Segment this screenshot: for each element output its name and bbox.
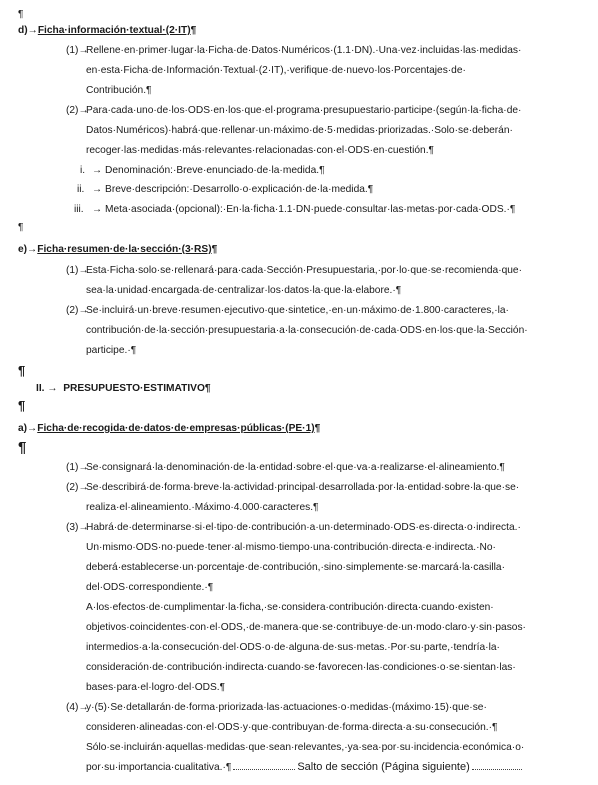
section-d-marker: d)→ [18,25,38,36]
section-break-dots-left [233,761,295,770]
section-e-heading: Ficha·resumen·de·la·sección·(3·RS) [37,244,212,255]
subitem-iii-num: iii. [74,204,84,215]
section-e-item-2-num: (2)→ [66,305,89,316]
section-break-dots-right [472,761,522,770]
section-a-item-3-line-6: objetivos·coincidentes·con·el·ODS,·de·manera·que·se·contribuye·de·un·modo·claro·y·sin·pasos· [86,622,526,633]
section-d-heading-line [18,24,196,37]
section-a-item-3-line-7: intermedios·a·la·consecución·del·ODS·o·de·alguna·de·sus·metas.·Por·su·parte,·tendría·la· [86,642,500,653]
section-a-item-3-line-2: Un·mismo·ODS·no·puede·tener·al·mismo·tiempo·una·contribución·directa·e·indirecta.·No· [86,542,496,553]
section-a-item-4-line-4: por·su·importancia·cualitativa.·¶ [86,762,232,773]
section-d-item-2-line-2: Datos·Numéricos)·habrá·que·rellenar·un·máximo·de·5·medidas·priorizadas.·Solo·se·deberán· [86,125,513,136]
section-ii-heading: PRESUPUESTO·ESTIMATIVO [63,383,205,394]
subitem-i-num: i. [80,165,86,176]
section-d-item-2-line-3: recoger·las·medidas·más·relevantes·relacionadas·con·el·ODS·en·cuestión.¶ [86,145,435,156]
section-d-item-2-num: (2)→ [66,105,89,116]
subitem-ii-text: → Breve·descripción:·Desarrollo·o·explicación·de·la·medida.¶ [92,184,374,195]
section-e-item-2-line-3: participe.·¶ [86,345,137,356]
section-break-line [86,761,522,774]
section-d-heading: Ficha·información·textual·(2·IT) [37,25,191,36]
section-ii-trailing-pilcrow: ¶ [18,398,26,413]
subitem-i-text: → Denominación:·Breve·enunciado·de·la·medida.¶ [92,165,325,176]
section-d-item-1-line-1: Rellene·en·primer·lugar·la·Ficha·de·Datos·Numéricos·(1.1·DN).·Una·vez·incluidas·las·medidas· [86,45,522,56]
section-a-item-3-line-5: A·los·efectos·de·cumplimentar·la·ficha,·se·considera·contribución·directa·cuando·existen· [86,602,494,613]
section-e-marker: e)→ [18,244,38,255]
section-d-pilcrow: ¶ [190,25,197,36]
section-d-item-1-line-2: en·esta·Ficha·de·Información·Textual·(2·IT),·verifique·de·nuevo·los·Porcentajes·de· [86,65,466,76]
section-a-item-3-num: (3)→ [66,522,89,533]
section-a-pilcrow: ¶ [314,423,321,434]
section-a-heading-line [18,422,320,435]
section-a-heading: Ficha·de·recogida·de·datos·de·empresas·públicas·(PE·1) [37,423,315,434]
section-e-item-1-line-1: Esta·Ficha·solo·se·rellenará·para·cada·Sección·Presupuestaria,·por·lo·que·se·recomienda·que· [86,265,522,276]
section-a-big-pilcrow: ¶ [18,439,27,456]
top-pilcrow: ¶ [18,9,24,20]
subitem-iii-text: → Meta·asociada·(opcional):·En·la·ficha·1.1·DN·puede·consultar·las·metas·por·cada·ODS.·¶ [92,204,516,215]
section-a-item-2-num: (2)→ [66,482,89,493]
section-a-item-1-line-1: Se·consignará·la·denominación·de·la·entidad·sobre·el·que·va·a·realizarse·el·alineamiento.¶ [86,462,505,473]
section-a-item-4-line-2: consideren·alineadas·con·el·ODS·y·que·contribuyan·de·forma·directa·a·su·consecución.·¶ [86,722,498,733]
section-ii-marker: II. → [36,383,58,394]
section-a-item-3-line-4: del·ODS·correspondiente.·¶ [86,582,214,593]
section-e-item-1-num: (1)→ [66,265,89,276]
section-e-item-1-line-2: sea·la·unidad·encargada·de·centralizar·los·datos·la·que·la·elabore.·¶ [86,285,402,296]
section-a-item-4-line-1: y·(5)·Se·detallarán·de·forma·priorizada·las·actuaciones·o·medidas·(máximo·15)·que·se· [86,702,487,713]
section-a-item-3-line-8: consideración·de·contribución·indirecta·cuando·se·favorecen·las·condiciones·o·se·sientan·las· [86,662,516,673]
section-d-item-1-num: (1)→ [66,45,89,56]
section-ii-pilcrow: ¶ [204,383,211,394]
section-e-item-2-line-2: contribución·de·la·sección·presupuestaria·a·la·consecución·de·cada·ODS·en·los·que·la·Sección· [86,325,528,336]
section-d-item-2-line-1: Para·cada·uno·de·los·ODS·en·los·que·el·programa·presupuestario·participe·(según·la·ficha·de· [86,105,522,116]
section-d-item-1-line-3: Contribución.¶ [86,85,152,96]
section-ii-heading-line [36,382,211,395]
subitem-ii-num: ii. [77,184,85,195]
section-a-item-4-line-3: Sólo·se·incluirán·aquellas·medidas·que·sean·relevantes,·ya·sea·por·su·incidencia·económica·o· [86,742,525,753]
section-a-item-1-num: (1)→ [66,462,89,473]
section-a-item-2-line-2: realiza·el·alineamiento.·Máximo·4.000·caracteres.¶ [86,502,319,513]
section-e-heading-line [18,243,217,256]
section-e-pilcrow: ¶ [211,244,218,255]
section-e-item-2-line-1: Se·incluirá·un·breve·resumen·ejecutivo·que·sintetice,·en·un·máximo·de·1.800·caracteres,·la· [86,305,509,316]
section-a-item-4-num: (4)→ [66,702,89,713]
section-a-item-3-line-9: bases·para·el·logro·del·ODS.¶ [86,682,226,693]
section-d-trailing-pilcrow: ¶ [18,222,24,233]
section-a-item-3-line-1: Habrá·de·determinarse·si·el·tipo·de·contribución·a·un·determinado·ODS·es·directa·o·indirecta.· [86,522,521,533]
section-a-marker: a)→ [18,423,38,434]
section-a-item-2-line-1: Se·describirá·de·forma·breve·la·actividad·principal·desarrollada·por·la·entidad·sobre·la·que·se· [86,482,520,493]
section-a-item-3-line-3: deberá·establecerse·un·porcentaje·de·contribución,·sino·simplemente·se·marcará·la·casilla· [86,562,505,573]
section-break-label: Salto de sección (Página siguiente) [297,761,470,773]
section-e-trailing-pilcrow: ¶ [18,363,26,378]
